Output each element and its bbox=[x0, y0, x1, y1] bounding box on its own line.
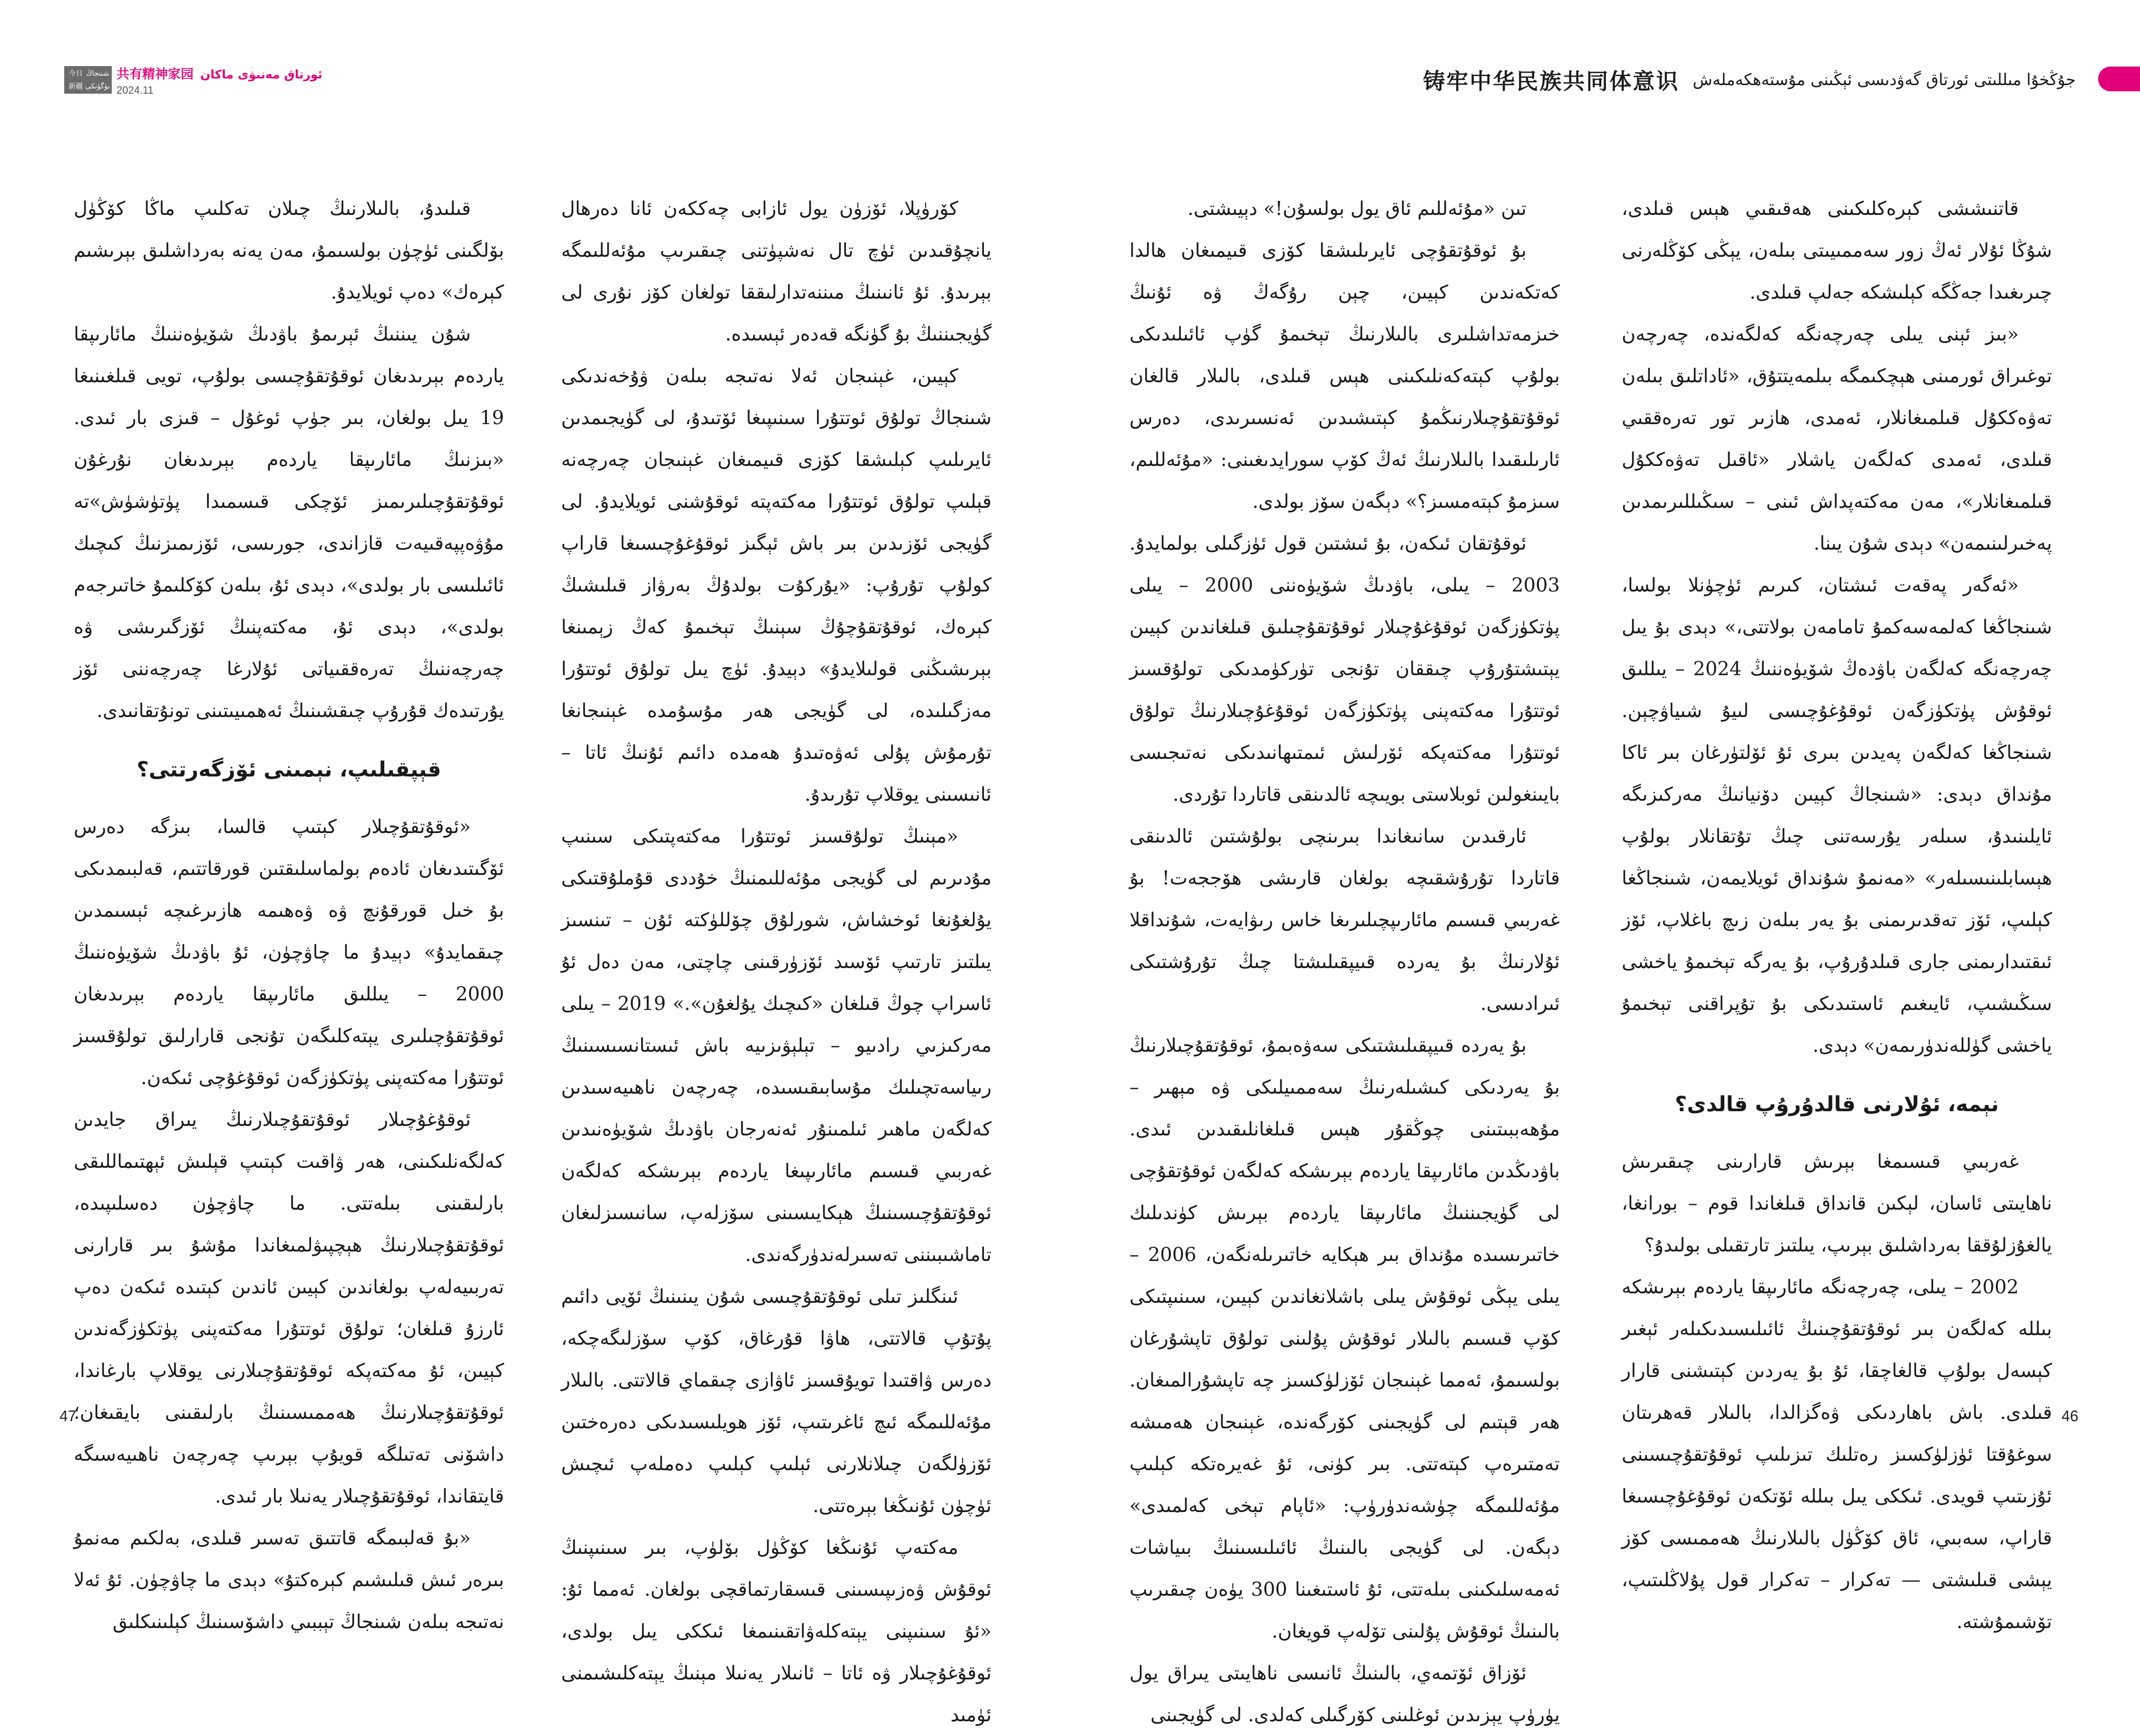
article-column-right-page-first bbox=[1622, 188, 2052, 1633]
paragraph: غەربىي قىسىمغا بېرىش قارارىنى چىقىرىش ناھايىتى ئاسان، لېكىن قانداق قىلغاندا قوم – بورانغا، يالغۇزلۇققا بەرداشلىق بېرىپ، يىلتىز تارتقىلى بولىدۇ؟ bbox=[1622, 1151, 2052, 1256]
page-number-left: 47 bbox=[59, 1407, 77, 1425]
paragraph: ئارقىدىن سانىغاندا بىرىنچى بولۇشتىن ئالدىنقى قاتاردا تۇرۇشقىچە بولغان قارىشى ھۆججەت! بۇ غەربىي قىسىم مائارىپچىلىرىغا خاس رىۋايەت، شۇنداقلا ئۇلارنىڭ بۇ يەردە قىيپقىلىشتا چىڭ تۇرۇشتىكى ئىرادىسى. bbox=[1129, 825, 1560, 1015]
paragraph: ئوقۇتقان ئىكەن، بۇ ئىشتىن قول ئۈزگىلى بولمايدۇ. 2003 – يىلى، باۋدىڭ شۆيۈەننى 2000 – يىلى پۈتكۈزگەن ئوقۇغۇچىلار ئوقۇتقۇچىلىق قىلغاندىن كېيىن يېتىشتۇرۇپ چىققان تۇنجى تۈركۈمدىكى تولۇقسىز ئوتتۇرا مەكتەپنى پۈتكۈزگەن ئوقۇغۇچىلارنىڭ تولۇق ئوتتۇرا مەكتەپكە ئۆرلىش ئىمتىھانىدىكى نەتىجىسى بايىنغولىن ئوبلاستى بويىچە ئالدىنقى قاتاردا تۇردى. bbox=[1129, 533, 1560, 805]
page-number-right: 46 bbox=[2062, 1407, 2079, 1425]
paragraph: قىلىدۇ، بالىلارنىڭ چىلان تەكلىپ ماڭا كۆڭۈل بۆلگىنى ئۈچۈن بولسىمۇ، مەن يەنە بەرداشلىق بېرىشىم كېرەك» دەپ ئويلايدۇ. bbox=[74, 198, 504, 303]
paragraph: كېيىن، غېنىجان ئەلا نەتىجە بىلەن ۋۇخەندىكى شىنجاڭ تولۇق ئوتتۇرا سىنىپىغا ئۆتىدۇ، لى گۈيجىمدىن ئايرىلىپ كېلىشقا كۆزى قىيمىغان غېنىجان چەرچەنە قېلىپ تولۇق ئوتتۇرا مەكتەپتە ئوقۇشنى ئويلايدۇ. لى گۈيجى ئۆزىدىن بىر باش ئېگىز ئوقۇغۇچىسىغا قاراپ كولۇپ تۇرۇپ: «يۇركۇت بولدۇڭ بەرۋاز قىلىشىڭ كېرەك، ئوقۇتقۇچۇڭ سېنىڭ تېخىمۇ كەڭ زېمىنغا بېرىشىڭنى قولىلايدۇ» دېيدۇ. ئۈچ يىل تولۇق ئوتتۇرا مەزگىلىدە، لى گۈيجى ھەر مۇسۇمدە غېنىجانغا تۇرمۇش پۇلى ئەۋەتىدۇ ھەمدە دائىم ئۇنىڭ ئاتا – ئانىسىنى يوقلاپ تۇرىدۇ. bbox=[561, 365, 992, 805]
magazine-header-left bbox=[64, 66, 322, 94]
paragraph: بۇ ئوقۇتقۇچى ئايرىلىشقا كۆزى قىيمىغان ھالدا كەتكەندىن كېيىن، چېن رۇگەڭ ۋە ئۇنىڭ خىزمەتداشلىرى بالىلارنىڭ تېخىمۇ گۈپ ئائىلىدىكى بولۇپ كېتەكەنلىكىنى ھېس قىلدى، بالىلار قالغان ئوقۇتقۇچىلارنىڭمۇ كېتىشىدىن ئەنسىرىدى، دەرس ئارىلىقىدا بالىلارنىڭ ئەڭ كۆپ سورايدىغىنى: «مۇئەللىم، سىزمۇ كېتەمسىز؟» دېگەن سۆز بولدى. bbox=[1129, 240, 1560, 513]
article-column-left-page-second bbox=[74, 188, 505, 1633]
paragraph: «ئەگەر پەقەت ئىشتان، كىرىم ئۈچۈنلا بولسا، شىنجاڭغا كەلمەسەكمۇ تامامەن بولاتتى،» دېدى بۇ يىل چەرچەنگە كەلگەن باۋدەڭ شۆيۈەننىڭ 2024 – يىللىق ئوقۇش پۈتكۈزگەن ئوقۇغۇچىسى لىيۇ شىياۋچېن. شىنجاڭغا كەلگەن پەيدىن بىرى ئۇ ئۆلتۈرغان بىر ئاكا مۇنداق دېدى: «شىنجاڭ كېيىن دۆنيانىڭ مەركىزىگە ئايلىنىدۇ، سىلەر يۇرسەتنى چىڭ تۇتقانلار بولۇپ ھېسابلىنىسىلەر» «مەنمۇ شۇنداق ئويلايمەن، شىنجاڭغا كېلىپ، ئۆز تەقدىرىمنى بۇ يەر بىلەن زىچ باغلاپ، ئۆز ئىقتىدارىمنى جارى قىلدۇرۇپ، بۇ يەرگە تېخىمۇ ياخشى سىڭىشىپ، ئايىغىم ئاستىدىكى بۇ تۇپراقنى تېخىمۇ ياخشى گۈللەندۈرىمەن» دېدى. bbox=[1622, 574, 2052, 1057]
magazine-logo bbox=[64, 66, 112, 94]
section-title-ug: ئورتاق مەنىۋى ماكان bbox=[200, 67, 322, 81]
paragraph: 2002 – يىلى، چەرچەنگە مائارىپقا ياردەم بېرىشكە بىللە كەلگەن بىر ئوقۇتقۇچىنىڭ ئائىلىسىدىكىلەر ئېغىر كېسەل بولۇپ قالغاچقا، ئۇ بۇ يەردىن كېتىشنى قارار قىلدى. باش باھاردىكى ۋەگزالدا، بالىلار قەھرىتان سوغۇقتا ئۈزلۈكسىز رەتلىك تىزىلىپ ئوقۇتقۇچىسىنى ئۇزىتىپ قويدى. ئىككى يىل بىللە ئۆتكەن ئوقۇغۇچىسىغا قاراپ، سەبىي، ئاق كۆڭۈل بالىلارنىڭ ھەممىسى كۆز يېشى قىلىشتى — تەكرار – تەكرار قول پۇلاڭلىتىپ، تۆشىمۇشتە. bbox=[1622, 1276, 2052, 1633]
section-heading: نېمە، ئۇلارنى قالدۇرۇپ قالدى؟ bbox=[1674, 1092, 1999, 1116]
paragraph: «ئوقۇتقۇچىلار كېتىپ قالسا، بىزگە دەرس ئۆگىتىدىغان ئادەم بولماسلىقتىن قورقاتتىم، قەلبىمدىكى بۇ خىل قورقۇنچ ۋە ۋەھىمە ھازىرغىچە ئېسىمدىن چىقمايدۇ» دېيدۇ ما چاۋچۈن، ئۇ باۋدىڭ شۆيۈەننىڭ 2000 – يىللىق مائارىپقا ياردەم بېرىدىغان ئوقۇتقۇچىلىرى يېتەكلىگەن تۇنجى قارارلىق تولۇقسىز ئوتتۇرا مەكتەپنى پۈتكۈزگەن ئوقۇغۇچى ئىكەن. bbox=[74, 816, 504, 1089]
paragraph: بۇ يەردە قىيپقىلىشتىكى سەۋەبمۇ، ئوقۇتقۇچىلارنىڭ بۇ يەردىكى كىشىلەرنىڭ سەممىيلىكى ۋە مېھىر – مۇھەببىتىنى چوڭقۇر ھېس قىلغانلىقىدىن ئىدى. باۋدىڭدىن مائارىپقا ياردەم بېرىشكە كەلگەن ئوقۇتقۇچى لى گۈيجىننىڭ مائارىپقا ياردەم بېرىش كۈندىلىك خاتىرىسىدە مۇنداق بىر ھېكايە خاتىرىلەنگەن، 2006 – يىلى يېڭى ئوقۇش يىلى باشلانغاندىن كېيىن، سىنىپتىكى كۆپ قىسىم بالىلار ئوقۇش پۇلىنى تولۇق تاپشۇرغان بولسىمۇ، ئەمما غېنىجان ئۆزلۈكسىز چە تاپشۇرالمىغان. ھەر قېتىم لى گۈيجىنى كۆرگەندە، غېنىجان ھەمىشە تەمتىرەپ كېتەتتى. بىر كۈنى، ئۇ غەيرەتكە كېلىپ مۇئەللىمگە چۈشەندۈرۈپ: «ئاپام تېخى كەلمىدى» دېگەن. لى گۈيجى بالىنىڭ ئائىلىسىنىڭ بىياشات ئەمەسلىكىنى بىلەتتى، ئۇ ئاستىغىنا 300 يۈەن چىقىرىپ بالىنىڭ ئوقۇش پۇلىنى تۆلەپ قويغان. bbox=[1129, 1035, 1560, 1642]
paragraph: ئوقۇغۇچىلار ئوقۇتقۇچىلارنىڭ يىراق جايدىن كەلگەنلىكىنى، ھەر ۋاقىت كېتىپ قېلىش ئېھتىماللىقى بارلىقىنى بىلەتتى. ما چاۋچۈن دەسلىپىدە، ئوقۇتقۇچىلارنىڭ ھېچپىۋلمىغاندا مۇشۇ بىر قارارنى تەربىيەلەپ بولغاندىن كېيىن ئاندىن كېتىدە ئىكەن دەپ ئارزۇ قىلغان؛ تولۇق ئوتتۇرا مەكتەپنى پۈتكۈزگەندىن كېيىن، ئۇ مەكتەپكە ئوقۇتقۇچىلارنى يوقلاپ بارغاندا، ئوقۇتقۇچىلارنىڭ ھەممىسىنىڭ بارلىقىنى بايقىغان؛ داشۆنى تەتىلگە قويۇپ بېرىپ چەرچەن ناھىيەسىگە قايتقاندا، ئوقۇتقۇچىلار يەنىلا بار ئىدى. bbox=[74, 1109, 504, 1507]
logo-line: بۈگۈنكى bbox=[85, 82, 110, 90]
paragraph: شۇن يىننىڭ ئېرىمۇ باۋدىڭ شۆيۈەننىڭ مائارىپقا ياردەم بېرىدىغان ئوقۇتقۇچىسى بولۇپ، تويى قىلغىنىغا 19 يىل بولغان، بىر جۈپ ئوغۇل – قىزى بار ئىدى. «بىزنىڭ مائارىپقا ياردەم بېرىدىغان نۇرغۇن ئوقۇتقۇچىلىرىمىز ئۆچكى قىسمىدا پۈتۈشۈش»تە مۇۋەپپەقىيەت قازاندى، جورىسى، ئۆزىمىزنىڭ كىچىك ئائىلىسى بار بولدى»، دېدى ئۇ، بىلەن كۆكلىمۇ خاتىرجەم بولدى»، دېدى ئۇ، مەكتەپنىڭ ئۆزگىرىشى ۋە چەرچەننىڭ تەرەققىياتى ئۇلارغا چەرچەننى ئۆز يۇرتىدەك قۇرۇپ چىقشىنىڭ ئەھمىيىتىنى تونۇتقانىدى. bbox=[74, 323, 505, 722]
running-title-cn: 铸牢中华民族共同体意识 bbox=[1423, 68, 1680, 94]
paragraph: مەكتەپ ئۇنىڭغا كۆڭۈل بۆلۈپ، بىر سىنىپنىڭ ئوقۇش ۋەزىپىسىنى قىسقارتماقچى بولغان. ئەمما ئۇ: «ئۇ سىنىپنى يېتەكلەۋاتقىنىمغا ئىككى يىل بولدى، ئوقۇغۇچىلار ۋە ئاتا – ئانىلار يەنىلا مېنىڭ يېتەكلىشىمنى ئۈمىد bbox=[561, 1537, 992, 1726]
paragraph: ئۆزاق ئۆتمەي، بالىنىڭ ئانىسى ناھايىتى يىراق يول يۈرۈپ يېزىدىن ئوغلىنى كۆرگىلى كەلدى. لى گۈيجىنى bbox=[1129, 1662, 1560, 1726]
section-heading: قېپقىلىپ، نېمىنى ئۆزگەرتتى؟ bbox=[136, 757, 441, 782]
paragraph: ئىنگلىز تىلى ئوقۇتقۇچىسى شۇن يىنىنىڭ ئۆيى دائىم پۇتۇپ قالاتتى، ھاۋا قۇرغاق، كۆپ سۆزلىگەچكە، دەرس ۋاقتىدا تويۇقسىز ئاۋازى چىقماي قالاتتى. بالىلار مۇئەللىمگە ئىچ ئاغرىتىپ، ئۆز ھويلىسىدىكى دەرەختىن ئۆزۈلگەن چىلانلارنى ئېلىپ كېلىپ دەملەپ ئىچىش ئۈچۈن ئۇنىڭغا بېرەتتى. bbox=[561, 1286, 992, 1517]
paragraph: «بۇ قەلبىمگە قاتتىق تەسىر قىلدى، بەلكىم مەنمۇ بىرەر ئىش قىلىشىم كېرەكتۇ» دېدى ما چاۋچۈن. ئۇ ئەلا نەتىجە بىلەن شىنجاڭ تېببىي داشۆسىنىڭ كېلىنىكلىق bbox=[74, 1527, 504, 1633]
running-title-ug: جۇڭخۇا مىللىتى ئورتاق گەۋدىسى ئېڭىنى مۇستەھكەملەش bbox=[1693, 70, 2076, 89]
section-tab-marker bbox=[2098, 67, 2140, 91]
paragraph: «مېنىڭ تولۇقسىز ئوتتۇرا مەكتەپتىكى سىنىپ مۇدىرىم لى گۈيجى مۇئەللىمنىڭ خۇددى قۇملۇقتىكى يۇلغۇنغا ئوخشاش، شورلۇق چۆللۈكتە ئۇن – تىنسىز يىلتىز تارتىپ ئۆسىد ئۆزۈرقىنى چاچتى، مەن دەل ئۇ ئاسراپ چوڭ قىلغان «كىچىك يۇلغۇن».» 2019 – يىلى مەركىزىي رادىيو – تېلېۋىزىيە باش ئىستانسىسىنىڭ رىياسەتچىلىك مۇسابىقىسىدە، چەرچەن ناھىيەسىدىن كەلگەن ماھىر ئىلمىنۇر ئەنەرجان باۋدىڭ شۆيۈەنىدىن غەربىي قىسىم مائارىپىغا ياردەم بېرىشكە كەلگەن ئوقۇتقۇچىسىنىڭ ھېكايىسىنى سۆزلەپ، سانىسىزلىغان تاماشىبىننى تەسىرلەندۈرگەندى. bbox=[561, 825, 992, 1266]
paragraph: قاتنىششى كېرەكلىكىنى ھەقىقىي ھېس قىلدى، شۇڭا ئۇلار ئەڭ زور سەممىيىتى بىلەن، يېڭى كۆڭلەرنى چىرىغىدا جەڭگە كېلىشكە جەلپ قىلدى. bbox=[1622, 198, 2052, 303]
magazine-header-right bbox=[1423, 61, 2076, 99]
logo-line: شىنجاڭ bbox=[86, 69, 109, 78]
paragraph: كۆرۈپلا، ئۆزۈن يول ئازابى چەككەن ئانا دەرھال يانچۇقىدىن ئۈچ تال نەشپۈتنى چىقىرىپ مۇئەللىمگە بېرىدۇ. ئۇ ئانىنىڭ مىننەتدارلىققا تولغان كۆز نۇرى لى گۈيجىننىڭ بۇ گۈنگە قەدەر ئېسىدە. bbox=[561, 198, 992, 345]
issue-date: 2024.11 bbox=[117, 84, 154, 96]
article-column-left-page-first bbox=[561, 188, 992, 1726]
logo-line: 新疆 bbox=[68, 82, 83, 90]
article-column-right-page-second bbox=[1129, 188, 1560, 1726]
section-title-cn: 共有精神家园 bbox=[117, 67, 194, 82]
paragraph: «بىز ئېنى يىلى چەرچەنگە كەلگەندە، چەرچەن توغىراق ئورمىنى ھېچكىمگە بىلمەيتتۇق، «ئاداتلىق بىلەن تەۋەككۇل قىلمىغانلار، ئەمدى، ھازىر تور تەرەققىي قىلدى، ئەمدى كەلگەن ياشلار «ئاقىل تەۋەككۇل قىلمىغانلار»، مەن مەكتەپداش ئىنى – سىڭىللىرىمدىن پەخىرلىنىمەن» دېدى شۇن يىنا. bbox=[1622, 323, 2052, 554]
paragraph: تىن «مۇئەللىم ئاق يول بولسۇن!» دېيىشتى. bbox=[1187, 198, 1527, 220]
magazine-meta bbox=[117, 64, 322, 97]
logo-line: 今日 bbox=[68, 69, 83, 78]
